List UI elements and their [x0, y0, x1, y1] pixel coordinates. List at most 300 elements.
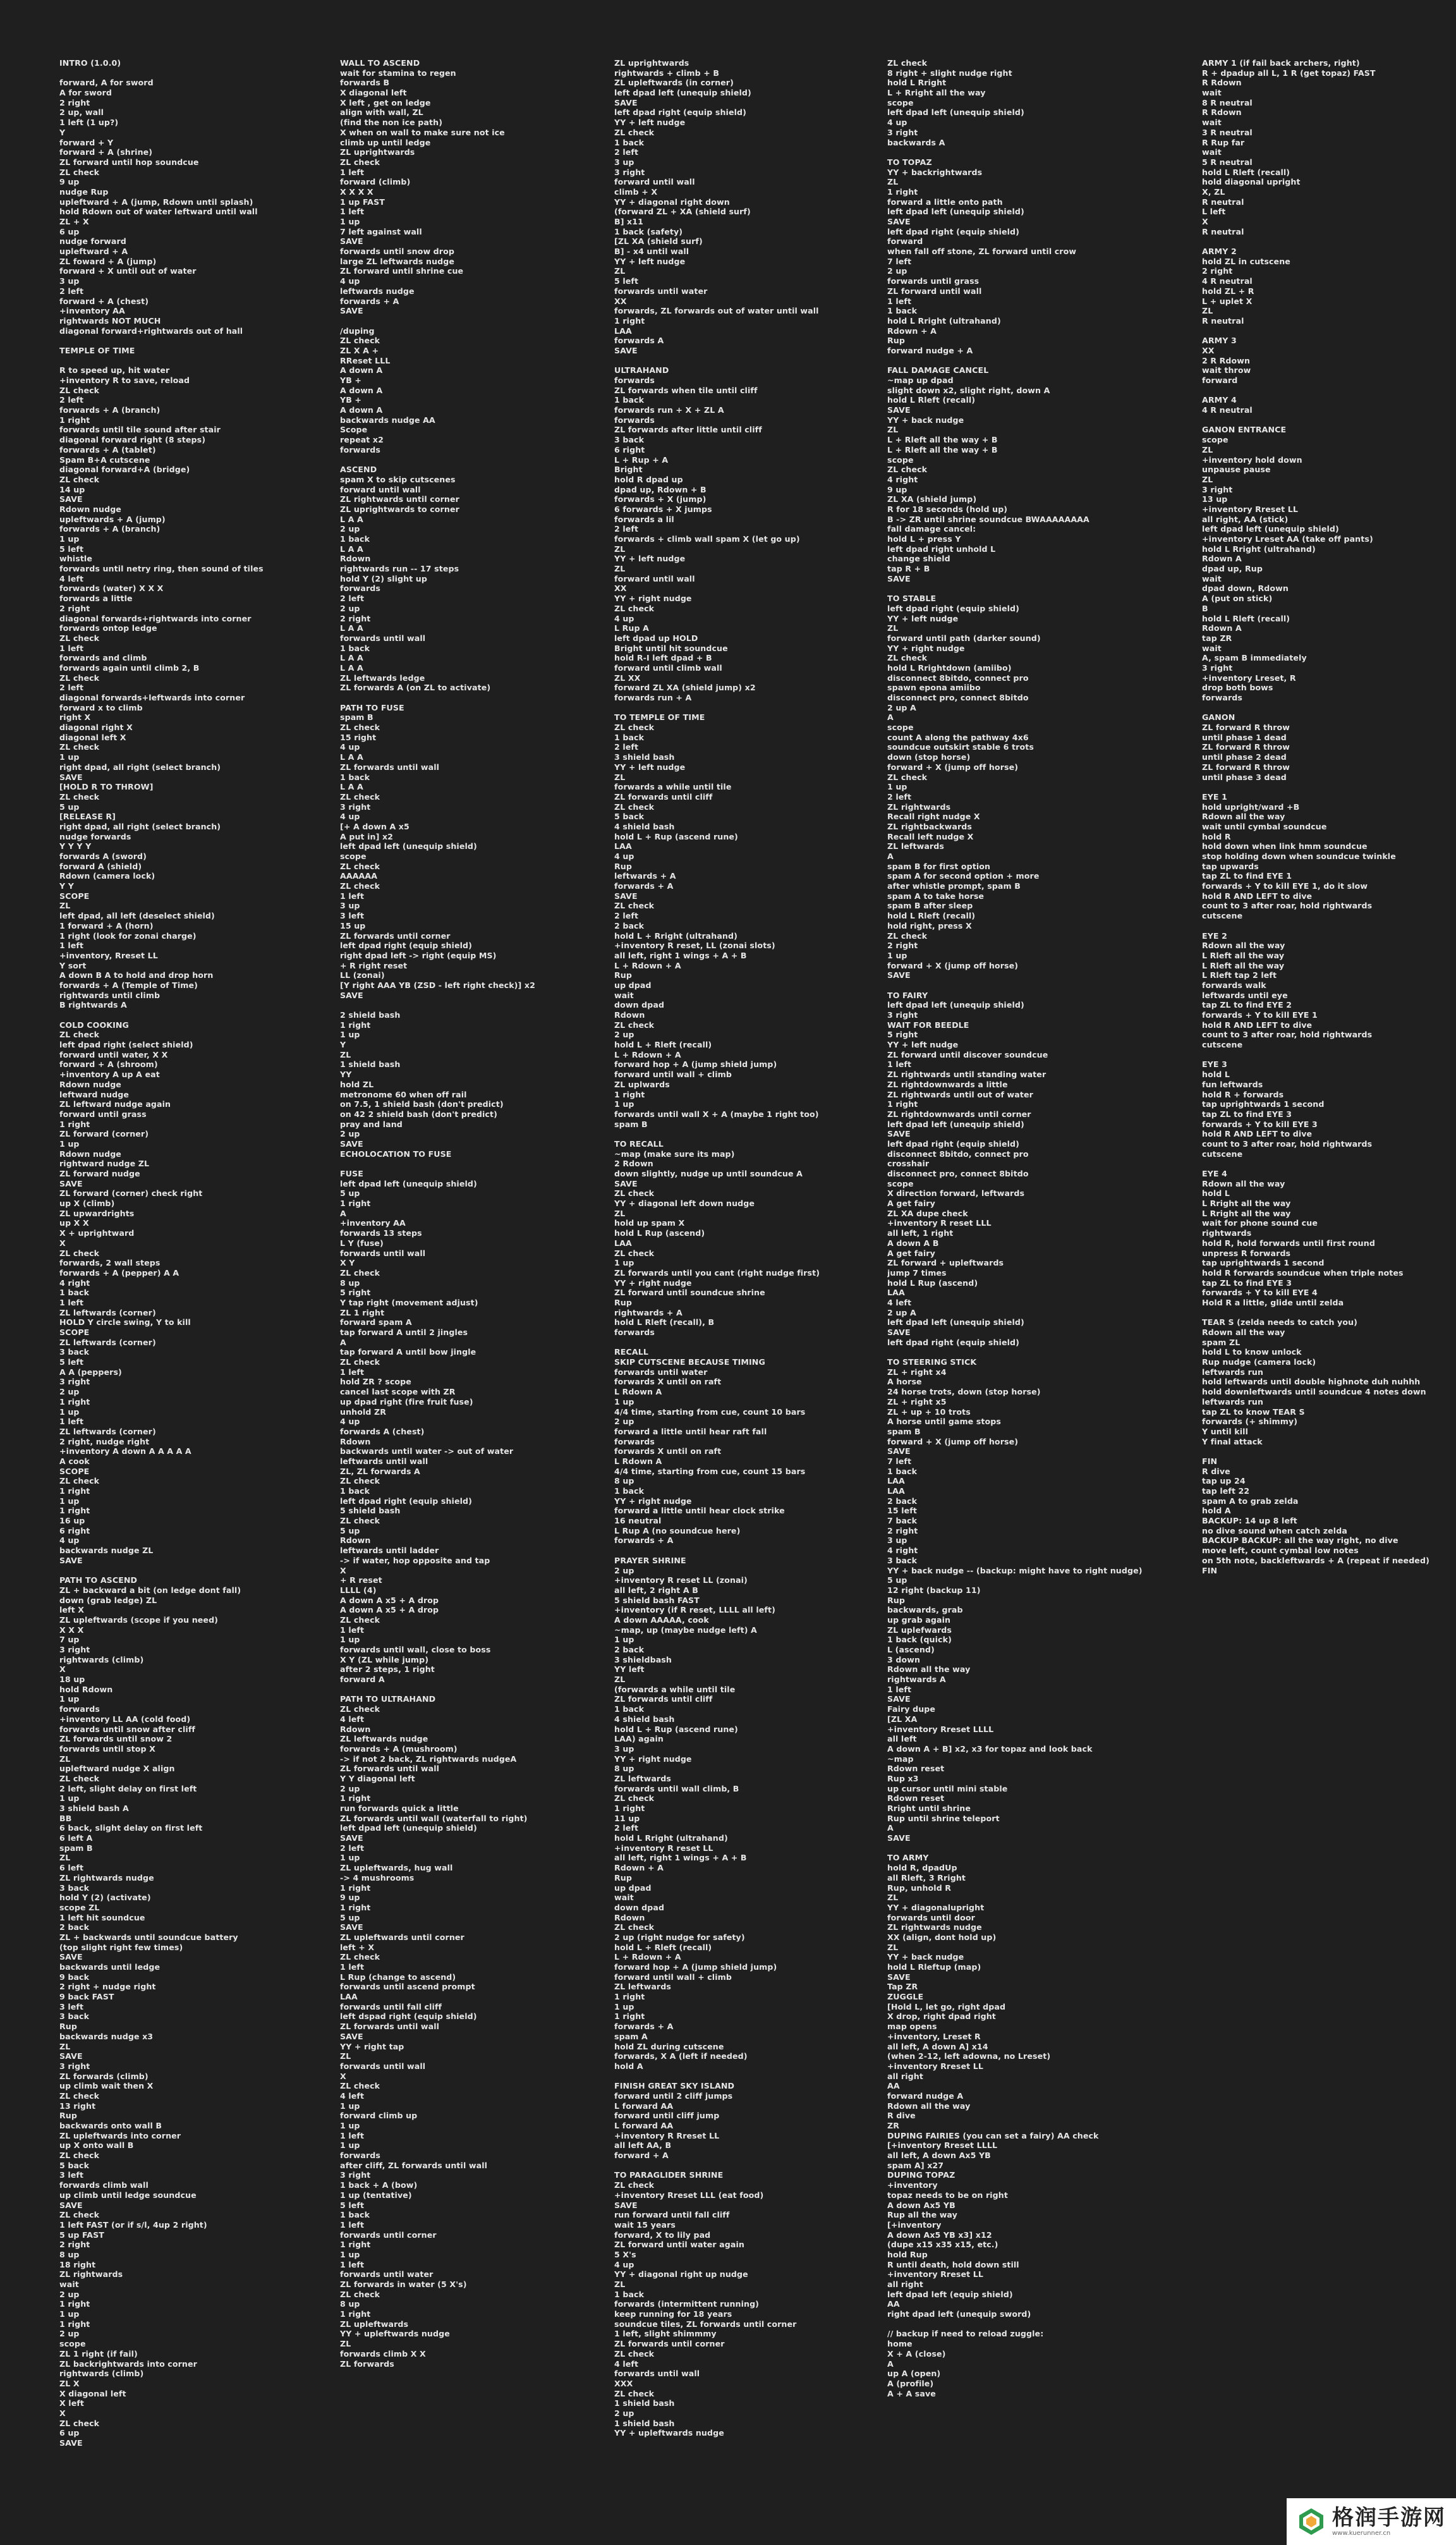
guide-line: 2 left — [340, 1843, 365, 1853]
guide-line: SAVE — [340, 2031, 363, 2041]
guide-line: wait for phone sound cue — [1202, 1218, 1318, 1228]
guide-line: A A (peppers) — [59, 1367, 122, 1377]
guide-line: tap ZL to find EYE 3 — [1202, 1109, 1292, 1119]
guide-line: +inventory, Rreset LL — [59, 950, 158, 960]
guide-line: 24 horse trots, down (stop horse) — [887, 1387, 1041, 1397]
guide-line: 1 right — [340, 2309, 371, 2319]
guide-line: 7 up — [59, 1635, 80, 1645]
guide-line: diagonal forward right (8 steps) — [59, 435, 206, 445]
guide-line: 4 R neutral — [1202, 276, 1253, 286]
guide-line: 1 left — [340, 1962, 365, 1972]
section-gap — [59, 356, 331, 366]
guide-line: Rdown nudge — [59, 504, 121, 514]
guide-line: forwards + A (branch) — [59, 405, 161, 415]
guide-line: count to 3 after roar, hold rightwards — [1202, 1138, 1373, 1149]
guide-line: 2 up — [59, 2289, 80, 2299]
guide-line: ARMY 4 — [1202, 395, 1237, 405]
section-gap — [614, 1546, 886, 1556]
guide-line: 3 right — [1202, 662, 1233, 673]
guide-line: 1 back — [340, 643, 370, 653]
guide-line: forwards + climb wall spam X (let go up) — [614, 534, 800, 544]
guide-line: +inventory AA — [59, 306, 125, 316]
guide-column-1 — [59, 58, 331, 2448]
guide-line: ZL check — [614, 127, 655, 137]
guide-line: 1 up — [340, 2140, 360, 2151]
guide-line: 4 right — [887, 474, 918, 484]
section-gap — [340, 693, 612, 703]
guide-line: 3 right — [887, 127, 918, 137]
guide-line: left + X — [340, 1942, 375, 1952]
guide-line: LAA — [614, 1238, 632, 1248]
guide-line: FIN — [1202, 1565, 1218, 1575]
guide-line: +inventory A down A A A A A — [59, 1446, 191, 1456]
guide-line: 8 right + slight nudge right — [887, 68, 1012, 78]
guide-line: metronome 60 when off rail — [340, 1089, 467, 1099]
guide-line: ZL 1 right — [340, 1307, 385, 1317]
guide-line: A put in] x2 — [340, 831, 394, 841]
guide-line: X drop, right dpad right — [887, 2011, 996, 2022]
guide-line: ZL check — [59, 673, 100, 683]
guide-line: up climb until ledge soundcue — [59, 2190, 197, 2200]
guide-line: hold upright/ward +B — [1202, 802, 1300, 812]
guide-line: RReset LLL — [340, 355, 391, 365]
guide-line: 5 up — [340, 1188, 360, 1199]
guide-line: tap ZL to find EYE 3 — [1202, 1278, 1292, 1288]
guide-line: 9 up — [887, 484, 907, 494]
guide-line: spam B — [59, 1843, 93, 1853]
guide-line: ZL check — [59, 742, 100, 752]
guide-line: forwards until snow drop — [340, 247, 454, 257]
guide-line: forward + A (shrine) — [59, 147, 153, 157]
guide-line: 2 back — [614, 1645, 645, 1654]
guide-line: SAVE — [340, 1138, 363, 1149]
guide-line: forwards + A (mushroom) — [340, 1743, 458, 1754]
guide-line: 16 neutral — [614, 1516, 662, 1526]
guide-line: tap R + B — [887, 564, 930, 574]
guide-line: all right — [887, 2071, 923, 2081]
guide-line: 5 left — [614, 276, 639, 286]
guide-line: COLD COOKING — [59, 1020, 129, 1030]
guide-line: hold R dpad up — [614, 474, 683, 484]
guide-line: 1 back — [614, 732, 645, 742]
guide-line: 5 X's — [614, 2249, 636, 2259]
guide-line: 5 shield bash — [340, 1506, 401, 1516]
guide-line: 1 left — [59, 1297, 84, 1307]
guide-line: SAVE — [59, 1178, 83, 1188]
guide-line: ZL leftwards nudge — [340, 1734, 428, 1744]
guide-line: 9 up — [59, 177, 80, 187]
guide-line: forwards + Y to kill EYE 4 — [1202, 1288, 1318, 1298]
guide-line: hold down when link hmm soundcue — [1202, 841, 1368, 851]
guide-line: 3 back — [59, 2011, 90, 2022]
guide-line: hold L — [1202, 1070, 1230, 1080]
guide-line: [ZL XA (shield surf) — [614, 236, 703, 247]
guide-line: hold downleftwards until soundcue 4 notes down — [1202, 1387, 1426, 1397]
guide-line: backwards nudge ZL — [59, 1546, 154, 1556]
guide-line: +inventory R to save, reload — [59, 375, 190, 385]
section-gap — [340, 1159, 612, 1169]
section-gap — [887, 1843, 1159, 1853]
guide-line: Rdown (camera lock) — [59, 871, 155, 881]
guide-line: scope — [887, 723, 914, 733]
section-gap — [340, 316, 612, 326]
guide-line: [+inventory Rreset LLLL — [887, 2140, 998, 2151]
guide-line: +inventory R reset LLL — [887, 1218, 992, 1228]
guide-line: 1 right — [614, 315, 645, 326]
guide-line: whistle — [59, 554, 92, 564]
guide-line: L Rup A — [614, 623, 649, 633]
section-gap — [1202, 782, 1456, 792]
guide-line: LLLL (4) — [340, 1585, 377, 1595]
guide-line: up dpad — [614, 1883, 652, 1893]
guide-line: INTRO (1.0.0) — [59, 58, 121, 68]
guide-line: 9 up — [340, 1893, 360, 1903]
guide-line: ZL forward R throw — [1202, 762, 1290, 772]
guide-line: ZL XA (shield jump) — [887, 494, 977, 504]
guide-line: 2 up — [887, 266, 907, 276]
guide-line: ZL — [887, 177, 899, 187]
guide-line: forward until 2 cliff jumps — [614, 2090, 733, 2101]
guide-line: SAVE — [614, 2200, 638, 2210]
guide-line: all left, right 1 wings + A + B — [614, 950, 747, 960]
guide-line: A down A — [340, 405, 383, 415]
guide-line: +inventory Rreset LL — [887, 2269, 983, 2280]
guide-line: 8 up — [340, 2299, 360, 2309]
section-gap — [1202, 1050, 1456, 1060]
guide-line: 2 left, slight delay on first left — [59, 1783, 197, 1793]
guide-line: forward until grass — [59, 1109, 147, 1119]
guide-line: spam B — [340, 712, 373, 723]
guide-line: dpad down, Rdown — [1202, 583, 1289, 594]
guide-line: +inventory — [887, 2180, 938, 2190]
guide-line: Rup — [887, 1595, 905, 1605]
guide-line: forwards + Y to kill EYE 1, do it slow — [1202, 881, 1368, 891]
guide-line: unpause pause — [1202, 465, 1271, 475]
guide-line: 1 back — [59, 1288, 90, 1298]
guide-line: R + dpadup all L, 1 R (get topaz) FAST — [1202, 68, 1376, 78]
guide-line: A down A + B] x2, x3 for topaz and look back — [887, 1743, 1093, 1754]
guide-line: TO ARMY — [887, 1853, 929, 1863]
guide-line: A, spam B immediately — [1202, 653, 1307, 663]
guide-line: 4 shield bash — [614, 821, 675, 831]
guide-line: rightwards (climb) — [59, 1654, 144, 1664]
guide-line: home — [887, 2339, 913, 2349]
guide-line: -> if water, hop opposite and tap — [340, 1555, 490, 1565]
guide-line: run forward until fall cliff — [614, 2210, 730, 2220]
guide-line: 1 up — [340, 217, 360, 226]
guide-line: L forward AA — [614, 2121, 674, 2130]
guide-line: 1 left — [887, 1684, 912, 1694]
guide-line: forward hop + A (jump shield jump) — [614, 1962, 777, 1972]
guide-line: 1 up — [887, 950, 907, 960]
guide-line: PATH TO FUSE — [340, 702, 404, 712]
guide-line: SAVE — [887, 217, 911, 226]
guide-line: ZL check — [340, 1704, 380, 1714]
guide-line: L Rdown A — [614, 1387, 662, 1397]
guide-line: 2 up — [59, 1387, 80, 1397]
guide-line: X Y (ZL while jump) — [340, 1654, 429, 1664]
guide-line: SAVE — [614, 345, 638, 355]
guide-line: X left — [59, 2398, 85, 2408]
guide-line: 2 Rdown — [614, 1159, 653, 1169]
guide-line: until phase 1 dead — [1202, 732, 1287, 742]
guide-line: Rdown reset — [887, 1764, 945, 1774]
guide-line: YB + — [340, 375, 362, 385]
guide-line: ZL upleftwards into corner — [59, 2130, 181, 2140]
guide-line: wait — [1202, 118, 1222, 128]
guide-line: Y sort — [59, 960, 87, 970]
guide-line: ZL check — [59, 1476, 100, 1486]
guide-line: L forward AA — [614, 2101, 674, 2111]
guide-line: SAVE — [340, 990, 363, 1000]
guide-line: ~map (make sure its map) — [614, 1149, 735, 1159]
guide-line: 5 up — [340, 1525, 360, 1535]
guide-line: ZL — [887, 1942, 899, 1952]
guide-line: forward until cliff jump — [614, 2111, 720, 2121]
guide-line: hold L Rright (ultrahand) — [1202, 544, 1316, 554]
guide-line: ZL rightbackwards — [887, 821, 972, 831]
guide-line: ZL — [59, 901, 71, 911]
guide-line: Rdown reset — [887, 1793, 945, 1803]
guide-line: ZL forwards — [340, 2359, 394, 2369]
guide-line: rightwards (climb) — [59, 2369, 144, 2379]
guide-line: 2 left — [59, 683, 84, 693]
guide-line: hold ZL during cutscene — [614, 2041, 724, 2051]
guide-line: 1 back — [614, 2289, 645, 2299]
guide-line: LAA — [887, 1486, 905, 1496]
guide-line: 1 right — [340, 1793, 371, 1803]
guide-line: ZL check — [59, 1248, 100, 1258]
guide-line: ZL forwards in water (5 X's) — [340, 2280, 467, 2289]
guide-line: unpress R forwards — [1202, 1248, 1291, 1258]
guide-line: 11 up — [614, 1813, 640, 1823]
guide-line: TO STEERING STICK — [887, 1357, 977, 1367]
guide-line: ZL forward nudge — [59, 1169, 140, 1178]
guide-line: A + A save — [887, 2388, 936, 2398]
guide-line: TO TEMPLE OF TIME — [614, 712, 705, 723]
guide-line: ZL rightdownwards until corner — [887, 1109, 1031, 1119]
guide-line: 3 right — [614, 167, 645, 177]
guide-line: L Rleft tap 2 left — [1202, 970, 1277, 980]
guide-line: 1 up — [340, 1030, 360, 1040]
guide-line: SAVE — [614, 97, 638, 107]
section-gap — [59, 68, 331, 78]
guide-line: ZL — [340, 2051, 351, 2061]
guide-line: A — [340, 1337, 346, 1347]
section-gap — [1202, 1446, 1456, 1456]
guide-line: dpad up, Rdown + B — [614, 484, 707, 494]
guide-line: left dpad left (unequip shield) — [340, 1178, 477, 1188]
section-gap — [1202, 921, 1456, 931]
guide-line: 2 up, wall — [59, 107, 104, 118]
guide-line: X when on wall to make sure not ice — [340, 127, 505, 137]
guide-line: soundcue outskirt stable 6 trots — [887, 742, 1034, 752]
guide-line: left dpad right (equip shield) — [614, 107, 746, 118]
guide-line: left dpad left (unequip shield) — [340, 1823, 477, 1833]
guide-line: 5 shield bash FAST — [614, 1595, 700, 1605]
guide-line: forward until climb wall — [614, 662, 722, 673]
guide-line: 2 right — [340, 613, 371, 623]
guide-line: X direction forward, leftwards — [887, 1188, 1025, 1199]
guide-line: Y — [340, 1040, 346, 1050]
section-gap — [1202, 386, 1456, 396]
guide-line: ~map up dpad — [887, 375, 954, 385]
guide-line: +inventory hold down — [1202, 455, 1302, 465]
guide-line: DUPING TOPAZ — [887, 2170, 956, 2180]
guide-line: spam B for first option — [887, 861, 991, 871]
guide-line: ZL check — [614, 901, 655, 911]
guide-line: Rup — [887, 336, 905, 346]
guide-line: ZL forwards A (on ZL to activate) — [340, 683, 491, 693]
guide-line: tap ZR — [1202, 633, 1232, 643]
guide-line: 1 right — [59, 1506, 90, 1516]
guide-line: forwards + Y to kill EYE 3 — [1202, 1119, 1318, 1129]
guide-line: TO TOPAZ — [887, 157, 932, 167]
guide-line: ZL X — [59, 2378, 80, 2388]
guide-line: stop holding down when soundcue twinkle — [1202, 851, 1396, 861]
guide-line: 4 up — [614, 2259, 634, 2269]
guide-line: all right — [887, 2280, 923, 2289]
guide-line: ZL forward (corner) — [59, 1129, 149, 1139]
guide-line: Y final attack — [1202, 1436, 1263, 1446]
guide-line: forward until wall — [614, 177, 695, 187]
guide-line: ARMY 3 — [1202, 336, 1237, 346]
guide-line: Hold R a little, glide until zelda — [1202, 1297, 1344, 1307]
guide-line: ZL check — [59, 474, 100, 484]
guide-line: all left, 2 right A B — [614, 1585, 698, 1595]
guide-line: repeat x2 — [340, 435, 384, 445]
section-gap — [59, 1566, 331, 1576]
section-gap — [614, 356, 886, 366]
section-gap — [887, 356, 1159, 366]
guide-line: forwards — [59, 1704, 100, 1714]
guide-line: 1 left (1 up?) — [59, 118, 119, 128]
guide-line: 1 up — [340, 2249, 360, 2259]
guide-line: A down A — [340, 365, 383, 375]
guide-line: after 2 steps, 1 right — [340, 1664, 435, 1675]
guide-line: 2 left — [59, 286, 84, 296]
guide-line: leftwards nudge — [340, 286, 415, 296]
guide-line: Rdown all the way — [1202, 1178, 1285, 1188]
guide-line: 1 left — [59, 643, 84, 653]
guide-line: X, ZL — [1202, 186, 1225, 197]
guide-line: SAVE — [887, 1833, 911, 1843]
guide-line: forwards + A — [340, 296, 399, 306]
guide-line: 3 up — [887, 1535, 907, 1546]
guide-line: 1 right — [614, 2011, 645, 2022]
guide-line: // backup if need to reload zuggle: — [887, 2329, 1044, 2339]
guide-line: 3 up — [340, 901, 360, 911]
guide-line: 1 right — [614, 1992, 645, 2002]
guide-line: ZL — [59, 2041, 71, 2051]
guide-line: wait — [1202, 147, 1222, 157]
guide-line: hold Y (2) slight up — [340, 573, 427, 583]
guide-line: 1 up — [340, 2101, 360, 2111]
guide-line: TEAR S (zelda needs to catch you) — [1202, 1317, 1357, 1327]
guide-line: forwards, 2 wall steps — [59, 1258, 161, 1268]
guide-line: forwards + A — [614, 2022, 674, 2032]
guide-line: backwards onto wall B — [59, 2121, 162, 2130]
guide-line: X left , get on ledge — [340, 97, 431, 107]
guide-line: ZL check — [59, 2151, 100, 2161]
guide-line: ZL check — [614, 2348, 655, 2359]
guide-line: left dpad left (unequip shield) — [887, 1119, 1024, 1129]
guide-line: 2 left — [614, 524, 639, 534]
guide-line: 4 up — [614, 613, 634, 623]
guide-line: hold ZL — [340, 1079, 374, 1089]
guide-line: ZL forwards until cliff — [614, 1694, 713, 1704]
guide-line: rightwards A — [887, 1675, 946, 1685]
guide-line: ZL foward + A (jump) — [59, 256, 157, 266]
guide-line: SCOPE — [59, 891, 90, 901]
guide-line: ZL check — [614, 1793, 655, 1803]
guide-line: 1 left — [340, 2130, 365, 2140]
guide-line: 3 up — [614, 157, 634, 167]
guide-line: ZL rightwards nudge — [887, 1922, 982, 1932]
guide-line: 2 up A — [887, 702, 916, 712]
guide-line: 1 left — [340, 1625, 365, 1635]
guide-line: 1 shield bash — [614, 2398, 675, 2408]
guide-line: hold L Rright (ultrahand) — [614, 1833, 728, 1843]
guide-line: X — [59, 1238, 66, 1248]
guide-line: SAVE — [59, 2438, 83, 2448]
guide-line: left X — [59, 1605, 85, 1615]
guide-line: 5 up — [887, 1575, 907, 1585]
guide-line: forward + X until out of water — [59, 266, 197, 276]
guide-line: Rup — [59, 2111, 77, 2121]
guide-line: ZL check — [614, 1188, 655, 1199]
guide-line: 1 right — [340, 1902, 371, 1912]
guide-line: 1 up — [614, 1099, 634, 1109]
guide-line: Rdown all the way — [1202, 941, 1285, 951]
guide-line: down dpad — [614, 1000, 665, 1010]
guide-column-2 — [340, 58, 612, 2369]
guide-line: ZL forward R throw — [1202, 723, 1290, 733]
guide-line: ZL uprightwards — [614, 58, 689, 68]
guide-line: forwards a lil — [614, 514, 674, 524]
guide-line: hold L Rleft (recall) — [1202, 167, 1290, 177]
guide-line: right X — [59, 712, 91, 723]
guide-line: tap forward A until bow jingle — [340, 1347, 476, 1357]
guide-line: 3 right — [340, 802, 371, 812]
guide-line: all left, right 1 wings + A + B — [614, 1853, 747, 1863]
guide-line: forwards again until climb 2, B — [59, 662, 200, 673]
guide-line: hold L Rrightdown (amiibo) — [887, 662, 1012, 673]
guide-line: Rdown + A — [614, 1863, 664, 1873]
guide-line: Rup until shrine teleport — [887, 1813, 1000, 1823]
guide-line: YY + right nudge — [614, 1278, 692, 1288]
guide-line: X + uprightward — [59, 1228, 135, 1238]
guide-line: left dpad left (unequip shield) — [887, 107, 1024, 118]
guide-line: 5 up — [340, 1912, 360, 1922]
guide-line: upleftwards + A (jump) — [59, 514, 166, 524]
section-gap — [887, 2319, 1159, 2329]
guide-line: YY + upleftwards nudge — [614, 2428, 724, 2438]
guide-line: 6 left A — [59, 1833, 93, 1843]
guide-line: SAVE — [887, 1327, 911, 1337]
guide-line: 1 up — [887, 782, 907, 792]
guide-line: hold ZL in cutscene — [1202, 256, 1290, 266]
guide-line: unhold ZR — [340, 1407, 386, 1417]
guide-line: 4/4 time, starting from cue, count 10 bars — [614, 1407, 806, 1417]
guide-line: A down A B — [887, 1238, 939, 1248]
guide-line: align with wall, ZL — [340, 107, 423, 118]
guide-line: right dpad left -> right (equip MS) — [340, 950, 497, 960]
guide-line: cutscene — [1202, 1040, 1243, 1050]
guide-line: forward nudge A — [887, 2090, 964, 2101]
guide-line: (top slight right few times) — [59, 1942, 183, 1952]
guide-line: forward a little until hear clock strike — [614, 1506, 785, 1516]
